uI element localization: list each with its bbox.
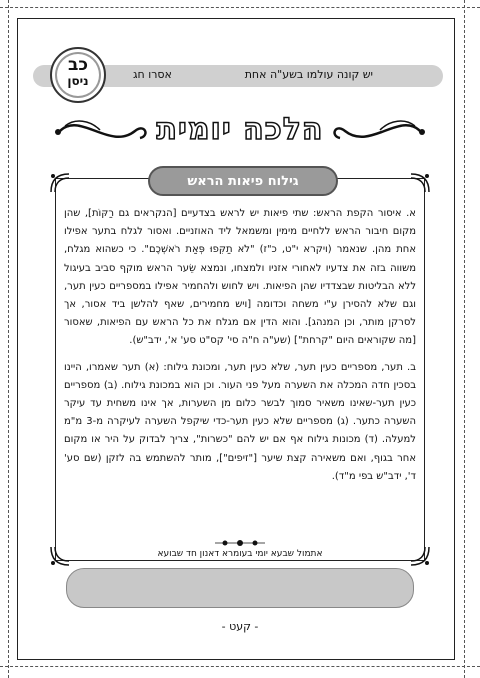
cut-line-bottom xyxy=(0,666,480,667)
section-heading-banner xyxy=(148,166,338,196)
page-number: - קעט - xyxy=(221,620,259,633)
header-day-label: אסרו חג xyxy=(133,68,172,81)
section-heading: גילוח פיאות הראש xyxy=(187,174,299,189)
footer-bar xyxy=(66,568,414,608)
paragraph-b: ב. תער, מספריים כעין תער, שלא כעין תער, ומכונת גילוח: (א) תער שאמרו, היינו בסכין חדה המכלה את השערה מעל פני העור. וכן הוא במכונת גילוח. (ב) מספריים כעין תער-שאינו משאיר סמוך לבשר כלום מן השערות, אך אינו משחית עד עיקר השערה כתער. (ג) מספריים שלא כעין תער-כדי שיקפל השערה לעיקרה מ-3 מ"מ למעלה. (ד) מכונות גילוח אף אם יש להם "כשרות", צריך לבדוק על היר או מקום אחר בגוף, ואם משאירה קצת שיער ["זיפים"], מותר להשתמש בה לזקן (שם סע' ד', ידב"ש בפי מ"ד). xyxy=(64,361,416,482)
date-badge xyxy=(50,47,106,103)
cut-line-right xyxy=(464,0,465,678)
corner-ornament-icon xyxy=(409,172,431,194)
date-month: ניסן xyxy=(67,74,89,88)
title-banner xyxy=(40,106,440,156)
omer-count-note: אתמול שבעא יומי בעומרא דאנון חד שבועא xyxy=(157,549,323,559)
header-motto: יש קונה עולמו בשע"ה אחת xyxy=(244,68,373,81)
cut-line-left xyxy=(8,0,9,678)
corner-ornament-icon xyxy=(49,172,71,194)
cut-line-top xyxy=(0,7,480,8)
paragraph-a: א. איסור הקפת הראש: שתי פיאות יש לראש בצדעיים [הנקראים גם רַקּוֹת], שהן מקום חיבור הראש ללחיים מימין ומשמאל ליד האוזניים. ואסור לגלח בתער אפילו אחת מהן. שנאמר (ויקרא י"ט, כ"ז) "לֹא תַקִּפוּ פְּאַת רֹאשְׁכֶם". כי כשהוא מגלח, משווה בזה את צדעיו לאחורי אזניו ולמצחו, ונמצא שֵׂער הראש מוקף סביב בעיגול ללא הבליטות שבצדדיו שהן הפיאות. ויש לחוש ולהחמיר אפילו במספריים כעין תער, וגם שלא להסירן ע"י משחה וכדומה [ויש מחמירים, שאף להלשן ביד אסור, אך לסרקן מותר, וכן המנהג]. והוא הדין אם מגלח את כל הראש עם הפיאות, שאסור [מה שקוראים היום "קרחת"] (שע"ה ח"ה סי' קס"ט סע' א', ידב"ש). xyxy=(64,208,416,347)
divider-ornament-icon xyxy=(215,538,265,548)
date-day: כב xyxy=(68,55,88,75)
page-title: הלכה יומית xyxy=(156,112,324,147)
halacha-text xyxy=(64,205,416,486)
